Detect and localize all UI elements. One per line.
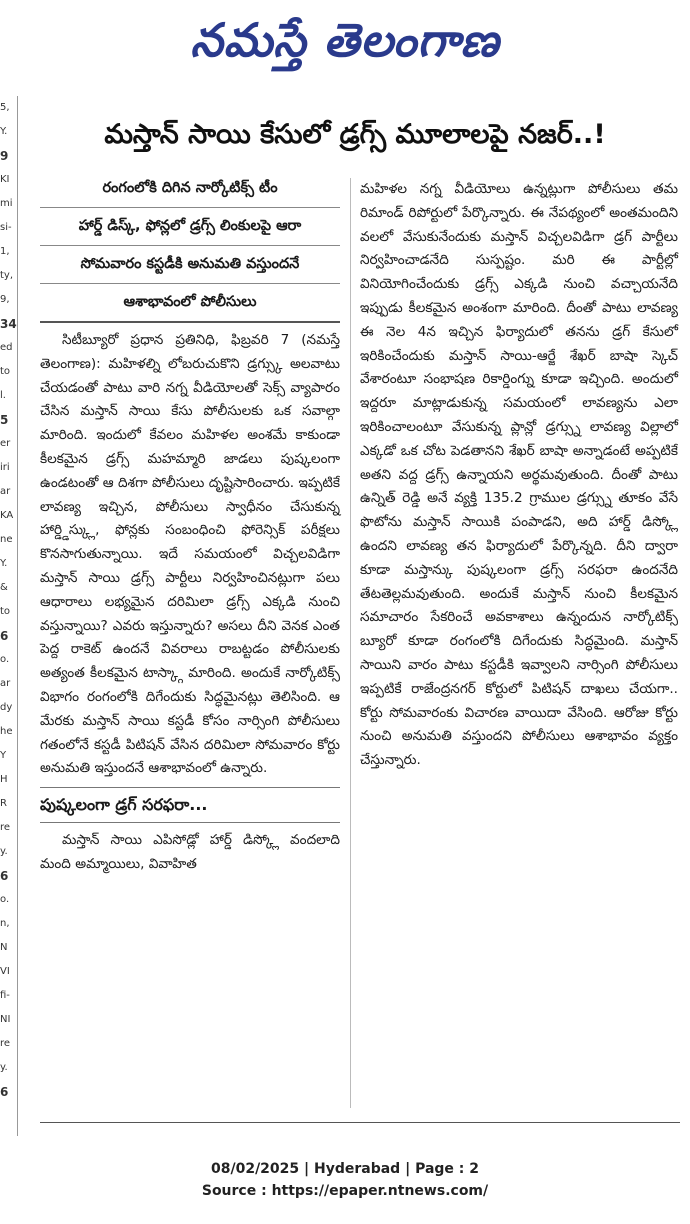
subheading: రంగంలోకి దిగిన నార్కోటిక్స్ టీం bbox=[40, 170, 340, 208]
strip-fragment: H bbox=[0, 774, 8, 785]
article-column-2 bbox=[360, 178, 678, 773]
strip-fragment: 1, bbox=[0, 246, 10, 257]
strip-fragment: mi bbox=[0, 198, 13, 209]
strip-fragment: ar bbox=[0, 678, 11, 689]
strip-fragment: VI bbox=[0, 966, 10, 977]
strip-fragment: ty, bbox=[0, 270, 14, 281]
column-divider bbox=[350, 178, 351, 1108]
strip-fragment: KA bbox=[0, 510, 14, 521]
strip-fragment: 6 bbox=[0, 1085, 9, 1099]
strip-fragment: n, bbox=[0, 918, 10, 929]
page-rule bbox=[40, 1122, 680, 1123]
strip-fragment: l. bbox=[0, 390, 6, 401]
source-link[interactable]: Source : https://epaper.ntnews.com/ bbox=[201, 1183, 489, 1199]
column-divider bbox=[17, 96, 18, 1136]
strip-fragment: y. bbox=[0, 846, 8, 857]
subheading: హార్డ్ డిస్క్, ఫోన్లలో డ్రగ్స్ లింకులపై ఆరా bbox=[40, 208, 340, 246]
masthead bbox=[0, 0, 690, 88]
strip-fragment: N bbox=[0, 942, 8, 953]
strip-fragment: dy bbox=[0, 702, 13, 713]
strip-fragment: to bbox=[0, 366, 11, 377]
subheading: సోమవారం కస్టడీకి అనుమతి వస్తుందనే bbox=[40, 246, 340, 284]
strip-fragment: er bbox=[0, 438, 11, 449]
section-heading: పుష్కలంగా డ్రగ్ సరఫరా... bbox=[40, 787, 340, 823]
strip-fragment: ed bbox=[0, 342, 13, 353]
article-body-text: మహిళల నగ్న వీడియోలు ఉన్నట్లుగా పోలీసులు తమ రిమాండ్ రిపోర్టులో పేర్కొన్నారు. ఈ నేపథ్యంలో అంతమందిని వలలో వేసుకునేందుకు మస్తాన్ విచ్చలవిడిగా డ్రగ్ పార్టీలు నిర్వహించాడనేది సుస్పష్టం. మరి ఈ పార్టీల్లో వినియోగించేందుకు డ్రగ్స్ ఎక్కడి నుంచి వచ్చాయనేది ఇప్పుడు కీలకమైన అంశంగా మారింది. దీంతో పాటు లావణ్య ఈ నెల 4న ఇచ్చిన ఫిర్యాదులో తనను డ్రగ్ కేసులో ఇరికించేందుకు మస్తాన్ సాయి-ఆర్జే శేఖర్ బాషా స్కెచ్ వేశారంటూ సంభాషణ రికార్డింగ్ను కూడా ఇచ్చింది. అందులో ఇద్దరూ మాట్లాడుకున్న సమయంలో లావణ్యను ఎలా ఇరికించాలంటూ వేసుకున్న ప్లాన్లో డ్రగ్స్ను లావణ్య విల్లాలో ఎక్కడో ఒక చోట పెడతానని శేఖర్ బాషా అన్నాడంటే అప్పటికే అతని వద్ద డ్రగ్స్ ఉన్నాయని అర్థమవుతుంది. దీంతో పాటు ఉన్నిత్ రెడ్డి అనే వ్యక్తి 135.2 గ్రాముల డ్రగ్స్ను తూకం వేసే ఫొటోను మస్తాన్ సాయికి పంపాడని, అది హార్డ్ డిస్క్లో ఉందని లావణ్య తన ఫిర్యాదులో పేర్కొన్నది. దీని ద్వారా కూడా మస్తాన్కు పుష్కలంగా డ్రగ్స్ సరఫరా ఉందనేది తేటతెల్లమవుతుంది. అందుకే మస్తాన్ నుంచి కీలకమైన సమాచారం సేకరించే అవకాశాలు ఉన్నందున నార్కోటిక్స్ బ్యూరో కూడా రంగంలోకి దిగేందుకు సిద్ధమైంది. మస్తాన్ సాయిని వారం పాటు కస్టడీకి ఇవ్వాలని నార్సింగి పోలీసులు ఇప్పటికే రాజేంద్రనగర్ కోర్టులో పిటిషన్ దాఖలు చేయగా.. కోర్టు సోమవారంకు విచారణ వాయిదా వేసింది. ఆరోజు కోర్టు నుంచి అనుమతి వస్తుందని పోలీసులు ఆశాభావం వ్యక్తం చేస్తున్నారు. bbox=[360, 181, 678, 769]
strip-fragment: 9, bbox=[0, 294, 10, 305]
newspaper-logo: నమస్తే తెలంగాణ bbox=[190, 13, 500, 67]
strip-fragment: re bbox=[0, 1038, 11, 1049]
strip-fragment: ar bbox=[0, 486, 11, 497]
strip-fragment: y. bbox=[0, 1062, 8, 1073]
strip-fragment: Y bbox=[0, 750, 7, 761]
strip-fragment: 9 bbox=[0, 149, 9, 163]
strip-fragment: o. bbox=[0, 654, 10, 665]
strip-fragment: KI bbox=[0, 174, 10, 185]
strip-fragment: to bbox=[0, 606, 11, 617]
strip-fragment: Y. bbox=[0, 126, 8, 137]
strip-fragment: 6 bbox=[0, 629, 9, 643]
strip-fragment: R bbox=[0, 798, 7, 809]
strip-fragment: 6 bbox=[0, 869, 9, 883]
strip-fragment: o. bbox=[0, 894, 10, 905]
strip-fragment: NI bbox=[0, 1014, 11, 1025]
article-column-1 bbox=[40, 170, 340, 877]
subheading: ఆశాభావంలో పోలీసులు bbox=[40, 284, 340, 323]
strip-fragment: 34 bbox=[0, 317, 17, 331]
strip-fragment: & bbox=[0, 582, 8, 593]
article-headline: మస్తాన్ సాయి కేసులో డ్రగ్స్ మూలాలపై నజర్..! bbox=[104, 119, 606, 150]
article-body-text: మస్తాన్ సాయి ఎపిసోడ్లో హార్డ్ డిస్క్లో వందలాది మంది అమ్మాయిలు, వివాహిత bbox=[40, 832, 340, 872]
strip-fragment: 5 bbox=[0, 413, 9, 427]
strip-fragment: he bbox=[0, 726, 13, 737]
page-footer bbox=[0, 1158, 690, 1202]
strip-fragment: si- bbox=[0, 222, 12, 233]
strip-fragment: 5, bbox=[0, 102, 10, 113]
strip-fragment: iri bbox=[0, 462, 10, 473]
strip-fragment: re bbox=[0, 822, 11, 833]
article-body-text: సిటీబ్యూరో ప్రధాన ప్రతినిధి, ఫిబ్రవరి 7 (నమస్తే తెలంగాణ): మహిళల్ని లోబరుచుకొని డ్రగ్స్కు అలవాటు చేయడంతో పాటు వారి నగ్న వీడియోలతో సెక్స్ వ్యాపారం చేసిన మస్తాన్ సాయి కేసు పోలీసులకు ఒక సవాల్గా మారింది. ఇందులో కేవలం మహిళల అంశమే కాకుండా కీలకమైన డ్రగ్స్ మహమ్మారి జాడలు పుష్కలంగా ఉండటంతో ఆ దిశగా పోలీసులు దృష్టిసారించారు. ఇప్పటికే లావణ్య ఇచ్చిన, పోలీసులు స్వాధీనం చేసుకున్న హార్డ్డిస్క్లు, ఫోన్లకు సంబంధించి ఫోరెన్సిక్ పరీక్షలు కొనసాగుతున్నాయి. ఇదే సమయంలో విచ్చలవిడిగా మస్తాన్ సాయి డ్రగ్స్ పార్టీలు నిర్వహించినట్లుగా పలు ఆధారాలు లభ్యమైన దరిమిలా డ్రగ్స్ ఎక్కడి నుంచి వస్తున్నాయి? ఎవరు ఇస్తున్నారు? అసలు దీని వెనక ఎంత పెద్ద రాకెట్ ఉందనే వివరాలు రాబట్టడం పోలీసులకు అత్యంత కీలకమైన టాస్క్గా మారింది. అందుకే నార్కోటిక్స్ విభాగం రంగంలోకి దిగేందుకు సిద్ధమైనట్లు తెలిసింది. ఆ మేరకు మస్తాన్ సాయి కస్టడీ కోసం నార్సింగి పోలీసులు గతంలోనే కస్టడీ పిటిషన్ వేసిన దరిమిలా సోమవారం కోర్టు అనుమతి ఇస్తుందనే ఆశాభావంలో ఉన్నారు. bbox=[40, 332, 340, 777]
strip-fragment: Y. bbox=[0, 558, 8, 569]
strip-fragment: fi- bbox=[0, 990, 10, 1001]
adjacent-column-fragment bbox=[0, 96, 15, 1146]
strip-fragment: ne bbox=[0, 534, 13, 545]
edition-info: 08/02/2025 | Hyderabad | Page : 2 bbox=[210, 1161, 480, 1177]
